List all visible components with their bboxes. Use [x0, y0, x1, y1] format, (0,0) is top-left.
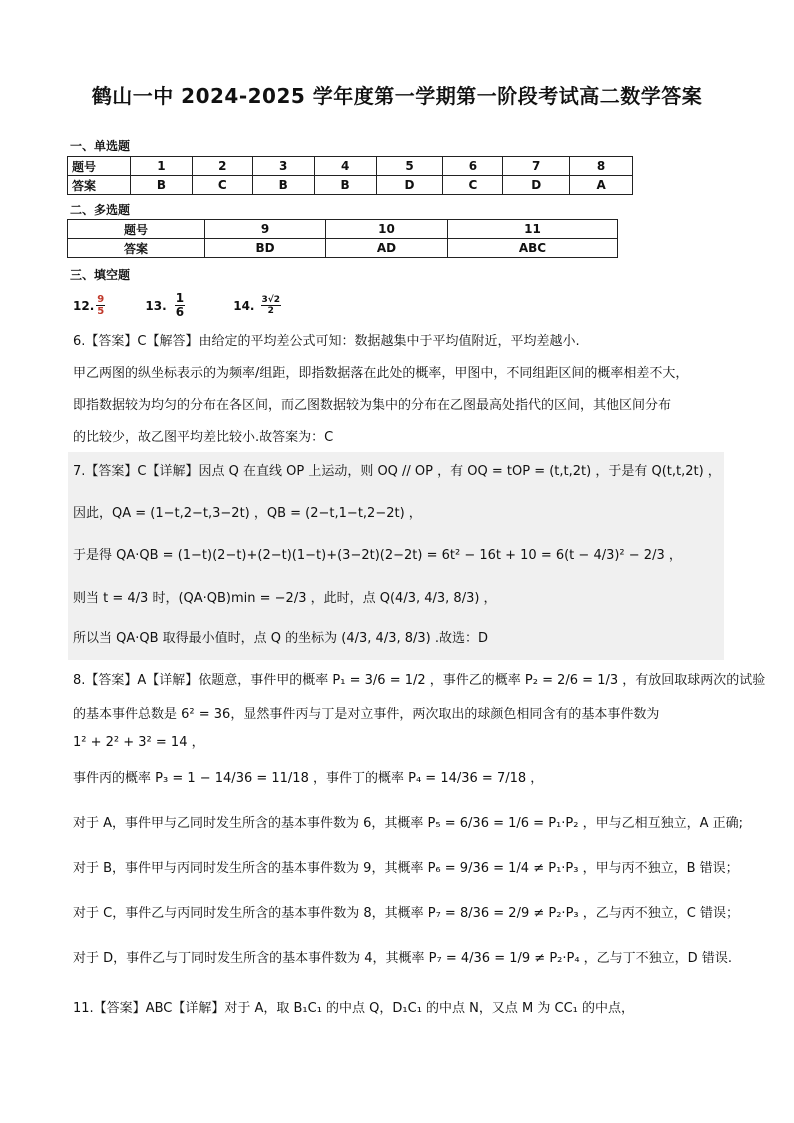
solution-line: 11.【答案】ABC【详解】对于 A，取 B₁C₁ 的中点 Q，D₁C₁ 的中点 N，又点 M 为 CC₁ 的中点，	[73, 1001, 635, 1016]
question-number: 8	[570, 157, 633, 176]
question-number: 1	[131, 157, 193, 176]
solution-line: 事件丙的概率 P₃ = 1 − 14/36 = 11/18 ，事件丁的概率 P₄ = 14/36 = 7/18 ，	[73, 771, 544, 786]
page-title: 鹤山一中 2024-2025 学年度第一学期第一阶段考试高二数学答案	[91, 84, 703, 108]
solution-line: 甲乙两图的纵坐标表示的为频率/组距，即指数据落在此处的概率，甲图中，不同组距区间的概率相差不大，	[73, 366, 689, 381]
answer-cell: BD	[205, 239, 326, 258]
question-number: 2	[192, 157, 252, 176]
answer-cell: D	[503, 176, 570, 195]
answer-cell: D	[376, 176, 443, 195]
section-single-choice-heading: 一、单选题	[70, 139, 131, 153]
solution-line: 对于 B，事件甲与丙同时发生所含的基本事件数为 9，其概率 P₆ = 9/36 = 1/4 ≠ P₁·P₃ ，甲与丙不独立，B 错误；	[73, 861, 739, 876]
single-choice-answer-table	[67, 156, 633, 195]
answer-cell: B	[314, 176, 376, 195]
row-label: 题号	[68, 220, 205, 239]
solution-line: 6.【答案】C【解答】由给定的平均差公式可知：数据越集中于平均值附近，平均差越小.	[73, 334, 580, 349]
solution-line: 7.【答案】C【详解】因点 Q 在直线 OP 上运动，则 OQ // OP ，有 OQ = tOP = (t,t,2t) ，于是有 Q(t,t,2t) ，	[73, 464, 721, 479]
question-number: 7	[503, 157, 570, 176]
answer-cell: ABC	[447, 239, 617, 258]
answer-cell: B	[131, 176, 193, 195]
question-number: 5	[376, 157, 443, 176]
solution-line: 的基本事件总数是 6² = 36，显然事件丙与丁是对立事件，两次取出的球颜色相同含有的基本事件数为	[73, 707, 660, 722]
fill-answer-14: 14. $\frac{3√2}{2}$	[233, 295, 281, 316]
question-number: 11	[447, 220, 617, 239]
table-row	[68, 220, 618, 239]
section-fill-blank-heading: 三、填空题	[70, 268, 131, 282]
solution-line: 所以当 QA·QB 取得最小值时，点 Q 的坐标为 (4/3, 4/3, 8/3) .故选：D	[73, 631, 489, 646]
solution-line: 对于 C，事件乙与丙同时发生所含的基本事件数为 8，其概率 P₇ = 8/36 = 2/9 ≠ P₂·P₃ ，乙与丙不独立，C 错误；	[73, 906, 739, 921]
row-label: 答案	[68, 176, 131, 195]
fraction: $\frac{1}{6}$	[175, 291, 185, 319]
question-number: 3	[252, 157, 314, 176]
question-number: 4	[314, 157, 376, 176]
fraction: $\frac{9}{5}$	[97, 294, 105, 317]
answer-cell: A	[570, 176, 633, 195]
fill-answer-12: 12. $\frac{9}{5}$	[73, 294, 105, 317]
answer-cell: B	[252, 176, 314, 195]
solution-line: 则当 t = 4/3 时，(QA·QB)min = −2/3 ，此时，点 Q(4/3, 4/3, 8/3) ，	[73, 591, 497, 606]
solution-line: 对于 D，事件乙与丁同时发生所含的基本事件数为 4，其概率 P₇ = 4/36 = 1/9 ≠ P₂·P₄ ，乙与丁不独立，D 错误.	[73, 951, 732, 966]
row-label: 答案	[68, 239, 205, 258]
solution-line: 于是得 QA·QB = (1−t)(2−t)+(2−t)(1−t)+(3−2t)(2−2t) = 6t² − 16t + 10 = 6(t − 4/3)² − 2/3 ，	[73, 548, 682, 563]
fill-answer-13: 13. $\frac{1}{6}$	[145, 291, 185, 319]
question-number: 10	[326, 220, 448, 239]
solution-line: 因此，QA = (1−t,2−t,3−2t) ，QB = (2−t,1−t,2−2t) ，	[73, 506, 422, 521]
solution-line: 1² + 2² + 3² = 14 ，	[73, 735, 205, 750]
solution-line: 的比较少，故乙图平均差比较小.故答案为：C	[73, 430, 334, 445]
multi-choice-answer-table	[67, 219, 618, 258]
fill-blank-answers	[73, 292, 281, 319]
table-row	[68, 239, 618, 258]
question-number: 9	[205, 220, 326, 239]
table-row	[68, 157, 633, 176]
table-row	[68, 176, 633, 195]
solution-line: 即指数据较为均匀的分布在各区间，而乙图数据较为集中的分布在乙图最高处指代的区间，其他区间分布	[73, 398, 672, 413]
answer-cell: C	[443, 176, 503, 195]
section-multi-choice-heading: 二、多选题	[70, 203, 131, 217]
fraction: $\frac{3√2}{2}$	[261, 295, 281, 316]
answer-cell: C	[192, 176, 252, 195]
solution-line: 8.【答案】A【详解】依题意，事件甲的概率 P₁ = 3/6 = 1/2 ，事件乙的概率 P₂ = 2/6 = 1/3 ，有放回取球两次的试验	[73, 673, 766, 688]
answer-cell: AD	[326, 239, 448, 258]
question-number: 6	[443, 157, 503, 176]
solution-line: 对于 A，事件甲与乙同时发生所含的基本事件数为 6，其概率 P₅ = 6/36 = 1/6 = P₁·P₂ ，甲与乙相互独立，A 正确;	[73, 816, 743, 831]
row-label: 题号	[68, 157, 131, 176]
